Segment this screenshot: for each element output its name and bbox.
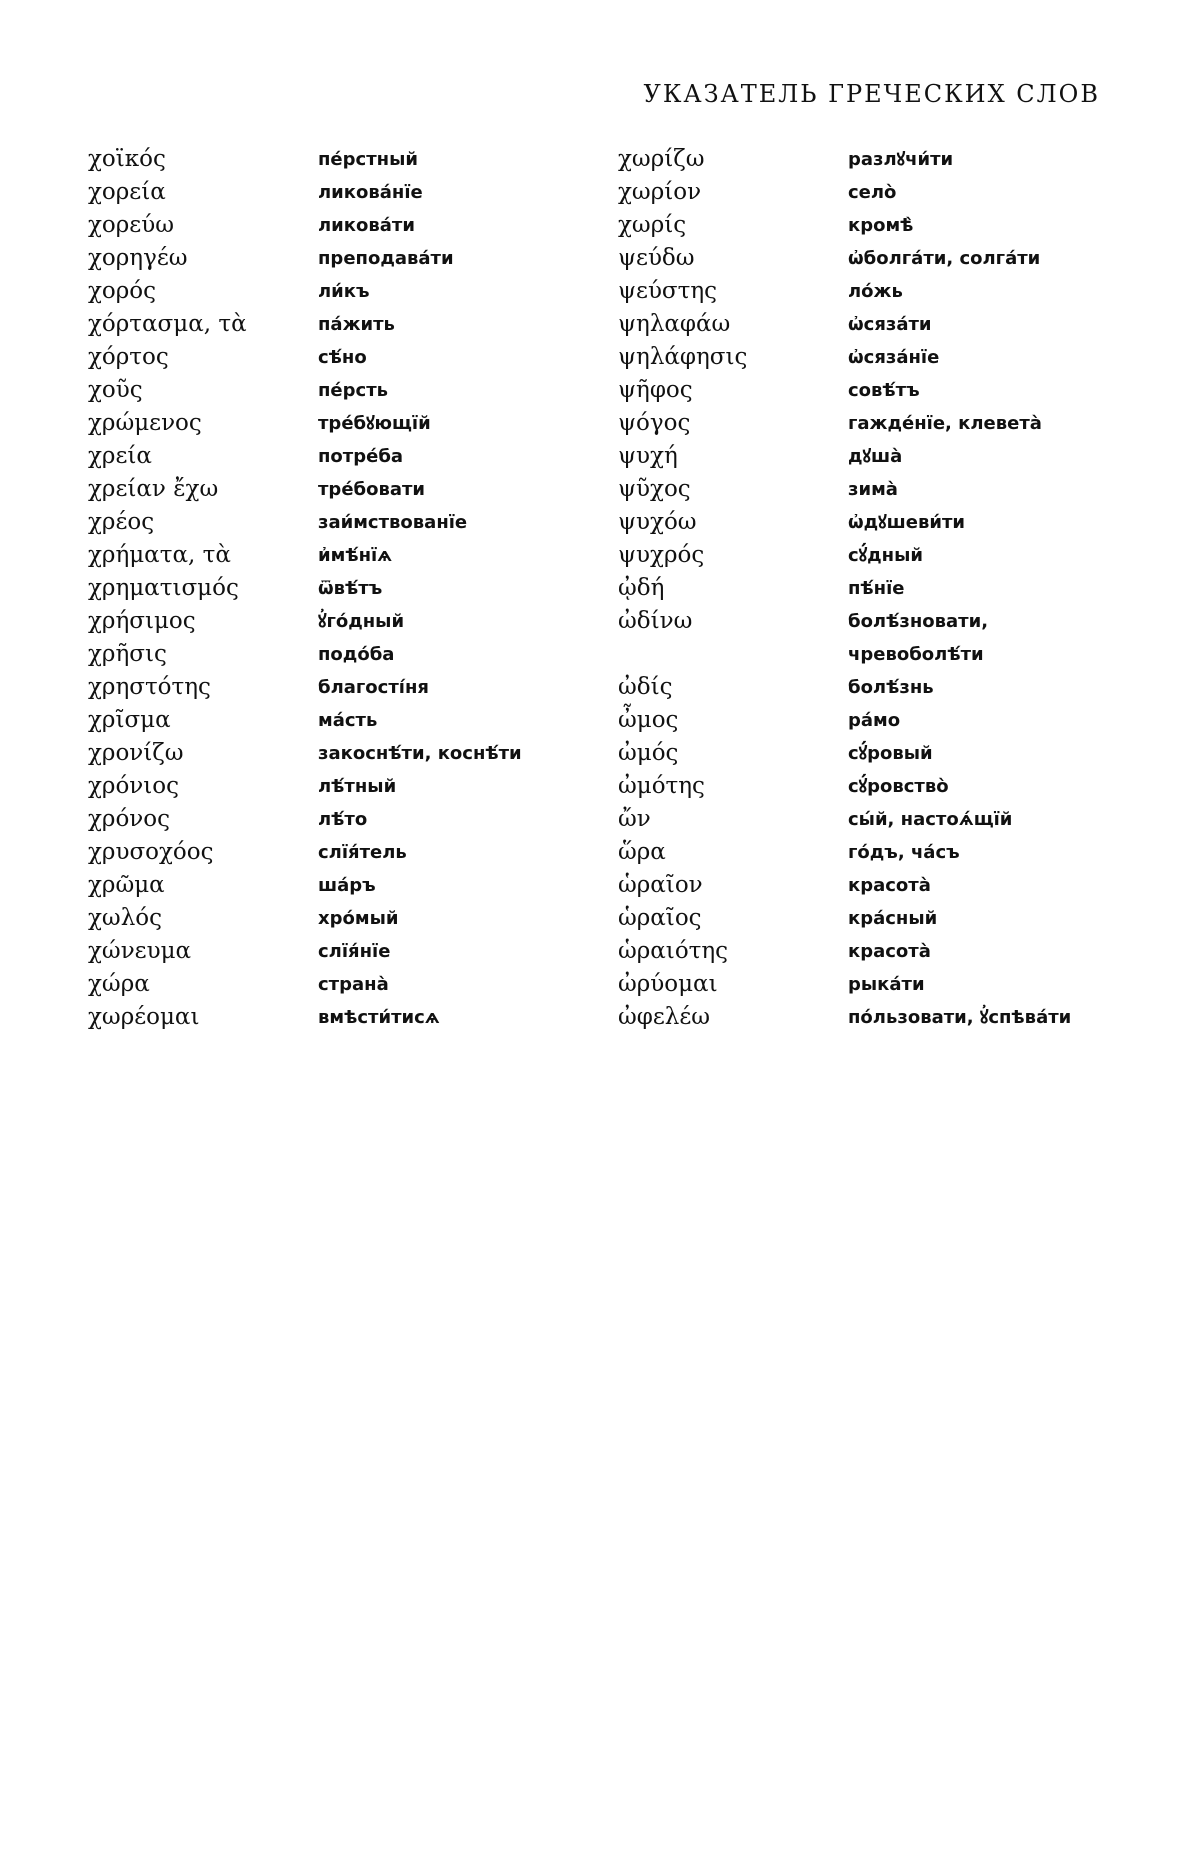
greek-word-left: χρεία <box>88 443 152 469</box>
greek-word-left: χορηγέω <box>88 245 188 271</box>
slavonic-translation-right: дꙋша̀ <box>848 446 903 467</box>
slavonic-translation-right: зима̀ <box>848 479 898 500</box>
slavonic-translation-left: благості́ня <box>318 677 429 698</box>
greek-word-left: χωρέομαι <box>88 1004 200 1030</box>
greek-word-right: χωρίς <box>618 212 687 238</box>
greek-word-left: χρήματα, τὰ <box>88 542 231 568</box>
greek-word-left: χρηστότης <box>88 674 211 700</box>
slavonic-translation-right: пѣ́нїе <box>848 578 905 599</box>
slavonic-translation-left: ликова́ти <box>318 215 415 236</box>
index-row <box>0 902 1200 935</box>
slavonic-translation-right: чревоболѣ́ти <box>848 644 984 665</box>
slavonic-translation-left: слїя́нїе <box>318 941 391 962</box>
index-row <box>0 671 1200 704</box>
greek-word-left: χρῖσμα <box>88 707 171 733</box>
greek-word-right: χωρίον <box>618 179 702 205</box>
slavonic-translation-left: ѿвѣ́тъ <box>318 578 383 599</box>
slavonic-translation-left: заи́мствованїе <box>318 512 468 533</box>
index-row <box>0 704 1200 737</box>
slavonic-translation-left: слїя́тель <box>318 842 407 863</box>
slavonic-translation-left: лѣ́тный <box>318 776 397 797</box>
greek-word-left: χρονίζω <box>88 740 184 766</box>
slavonic-translation-right: разлꙋчи́ти <box>848 149 954 170</box>
greek-word-left: χορεία <box>88 179 166 205</box>
slavonic-translation-left: ликова́нїе <box>318 182 423 203</box>
greek-word-right: ψυχρός <box>618 542 705 568</box>
slavonic-translation-right: болѣ́зновати, <box>848 611 989 632</box>
slavonic-translation-right: сꙋ́дный <box>848 545 923 566</box>
greek-word-left: χρυσοχόος <box>88 839 214 865</box>
greek-word-right: ὥρα <box>618 839 666 865</box>
greek-word-right: ψῆφος <box>618 377 693 403</box>
index-row <box>0 506 1200 539</box>
slavonic-translation-right: ра́мо <box>848 710 901 731</box>
greek-word-index <box>0 143 1200 1034</box>
index-row <box>0 308 1200 341</box>
slavonic-translation-right: ѡ҆сяза́ти <box>848 314 932 335</box>
greek-word-right: ὠδίς <box>618 674 673 700</box>
greek-word-left: χοῦς <box>88 377 143 403</box>
slavonic-translation-left: пе́рсть <box>318 380 389 401</box>
slavonic-translation-left: закоснѣ́ти, коснѣ́ти <box>318 743 522 764</box>
greek-word-right: ψυχή <box>618 443 678 469</box>
greek-word-right: ὡραῖον <box>618 872 703 898</box>
slavonic-translation-right: ло́жь <box>848 281 903 302</box>
slavonic-translation-right: кромѣ̀ <box>848 215 914 236</box>
slavonic-translation-left: потре́ба <box>318 446 404 467</box>
slavonic-translation-right: красота̀ <box>848 941 931 962</box>
greek-word-right: ψηλαφάω <box>618 311 731 337</box>
index-row <box>0 539 1200 572</box>
greek-word-right: ψεύστης <box>618 278 718 304</box>
greek-word-right: ὡραῖος <box>618 905 702 931</box>
greek-word-left: χρείαν ἔχω <box>88 476 219 502</box>
greek-word-left: χόρτασμα, τὰ <box>88 311 247 337</box>
greek-word-right: ὤν <box>618 806 651 832</box>
greek-word-right: ψυχόω <box>618 509 697 535</box>
slavonic-translation-left: лѣ́то <box>318 809 368 830</box>
slavonic-translation-right: село̀ <box>848 182 897 203</box>
index-row <box>0 935 1200 968</box>
slavonic-translation-right: болѣ́знь <box>848 677 934 698</box>
slavonic-translation-right: сꙋ́ровство̀ <box>848 776 949 797</box>
greek-word-left: χόρτος <box>88 344 169 370</box>
slavonic-translation-right: красота̀ <box>848 875 931 896</box>
index-row <box>0 209 1200 242</box>
index-row <box>0 1001 1200 1034</box>
greek-word-right: ὠφελέω <box>618 1004 711 1030</box>
slavonic-translation-left: ꙋ҆го́дный <box>318 611 405 632</box>
greek-word-right: ὦμος <box>618 707 679 733</box>
slavonic-translation-right: сꙋ́ровый <box>848 743 933 764</box>
greek-word-right: ὡραιότης <box>618 938 729 964</box>
page-header: УКАЗАТЕЛЬ ГРЕЧЕСКИХ СЛОВ <box>643 80 1100 108</box>
greek-word-left: χώρα <box>88 971 150 997</box>
greek-word-right: ὠδίνω <box>618 608 693 634</box>
index-row <box>0 176 1200 209</box>
greek-word-left: χρήσιμος <box>88 608 196 634</box>
greek-word-right: ὠρύομαι <box>618 971 718 997</box>
slavonic-translation-left: подо́ба <box>318 644 395 665</box>
index-row <box>0 638 1200 671</box>
slavonic-translation-right: по́льзовати, ꙋ҆спѣва́ти <box>848 1007 1072 1028</box>
slavonic-translation-right: совѣ́тъ <box>848 380 920 401</box>
index-row <box>0 770 1200 803</box>
greek-word-left: χρῶμα <box>88 872 165 898</box>
greek-word-left: χρώμενος <box>88 410 202 436</box>
index-row <box>0 968 1200 1001</box>
slavonic-translation-right: сы́й, настоѧ́щїй <box>848 809 1013 830</box>
slavonic-translation-left: сѣ́но <box>318 347 367 368</box>
greek-word-left: χρῆσις <box>88 641 167 667</box>
slavonic-translation-left: па́жить <box>318 314 395 335</box>
index-row <box>0 440 1200 473</box>
slavonic-translation-right: гажде́нїе, клевета̀ <box>848 413 1042 434</box>
greek-word-right: ψῦχος <box>618 476 691 502</box>
slavonic-translation-left: тре́бовати <box>318 479 426 500</box>
slavonic-translation-right: ѡ҆дꙋшеви́ти <box>848 512 965 533</box>
greek-word-right: ψηλάφησις <box>618 344 748 370</box>
greek-word-left: χωλός <box>88 905 162 931</box>
index-row <box>0 869 1200 902</box>
index-row <box>0 605 1200 638</box>
greek-word-right: ψόγος <box>618 410 691 436</box>
greek-word-left: χώνευμα <box>88 938 192 964</box>
index-row <box>0 737 1200 770</box>
slavonic-translation-right: рыка́ти <box>848 974 925 995</box>
index-row <box>0 803 1200 836</box>
slavonic-translation-left: хро́мый <box>318 908 399 929</box>
slavonic-translation-left: вмѣсти́тисѧ <box>318 1007 440 1028</box>
slavonic-translation-right: ѡ҆болга́ти, солга́ти <box>848 248 1041 269</box>
greek-word-left: χορεύω <box>88 212 174 238</box>
slavonic-translation-left: ма́сть <box>318 710 378 731</box>
slavonic-translation-left: тре́бꙋющїй <box>318 413 431 434</box>
slavonic-translation-left: пе́рстный <box>318 149 418 170</box>
slavonic-translation-right: го́дъ, ча́съ <box>848 842 960 863</box>
slavonic-translation-left: и҆мѣ́нїѧ <box>318 545 393 566</box>
greek-word-right: ᾠδή <box>618 575 665 601</box>
slavonic-translation-left: ша́ръ <box>318 875 376 896</box>
greek-word-left: χοϊκός <box>88 146 166 172</box>
greek-word-right: ψεύδω <box>618 245 695 271</box>
index-row <box>0 473 1200 506</box>
slavonic-translation-right: кра́сный <box>848 908 938 929</box>
index-row <box>0 407 1200 440</box>
index-row <box>0 341 1200 374</box>
greek-word-left: χρόνος <box>88 806 171 832</box>
greek-word-right: ὠμός <box>618 740 679 766</box>
slavonic-translation-left: страна̀ <box>318 974 389 995</box>
index-row <box>0 836 1200 869</box>
index-row <box>0 242 1200 275</box>
slavonic-translation-left: ли́къ <box>318 281 370 302</box>
greek-word-left: χρόνιος <box>88 773 180 799</box>
greek-word-right: χωρίζω <box>618 146 705 172</box>
index-row <box>0 275 1200 308</box>
greek-word-left: χρηματισμός <box>88 575 239 601</box>
slavonic-translation-left: преподава́ти <box>318 248 454 269</box>
index-row <box>0 572 1200 605</box>
index-row <box>0 143 1200 176</box>
greek-word-left: χρέος <box>88 509 155 535</box>
greek-word-left: χορός <box>88 278 157 304</box>
index-row <box>0 374 1200 407</box>
slavonic-translation-right: ѡ҆сяза́нїе <box>848 347 940 368</box>
greek-word-right: ὠμότης <box>618 773 705 799</box>
